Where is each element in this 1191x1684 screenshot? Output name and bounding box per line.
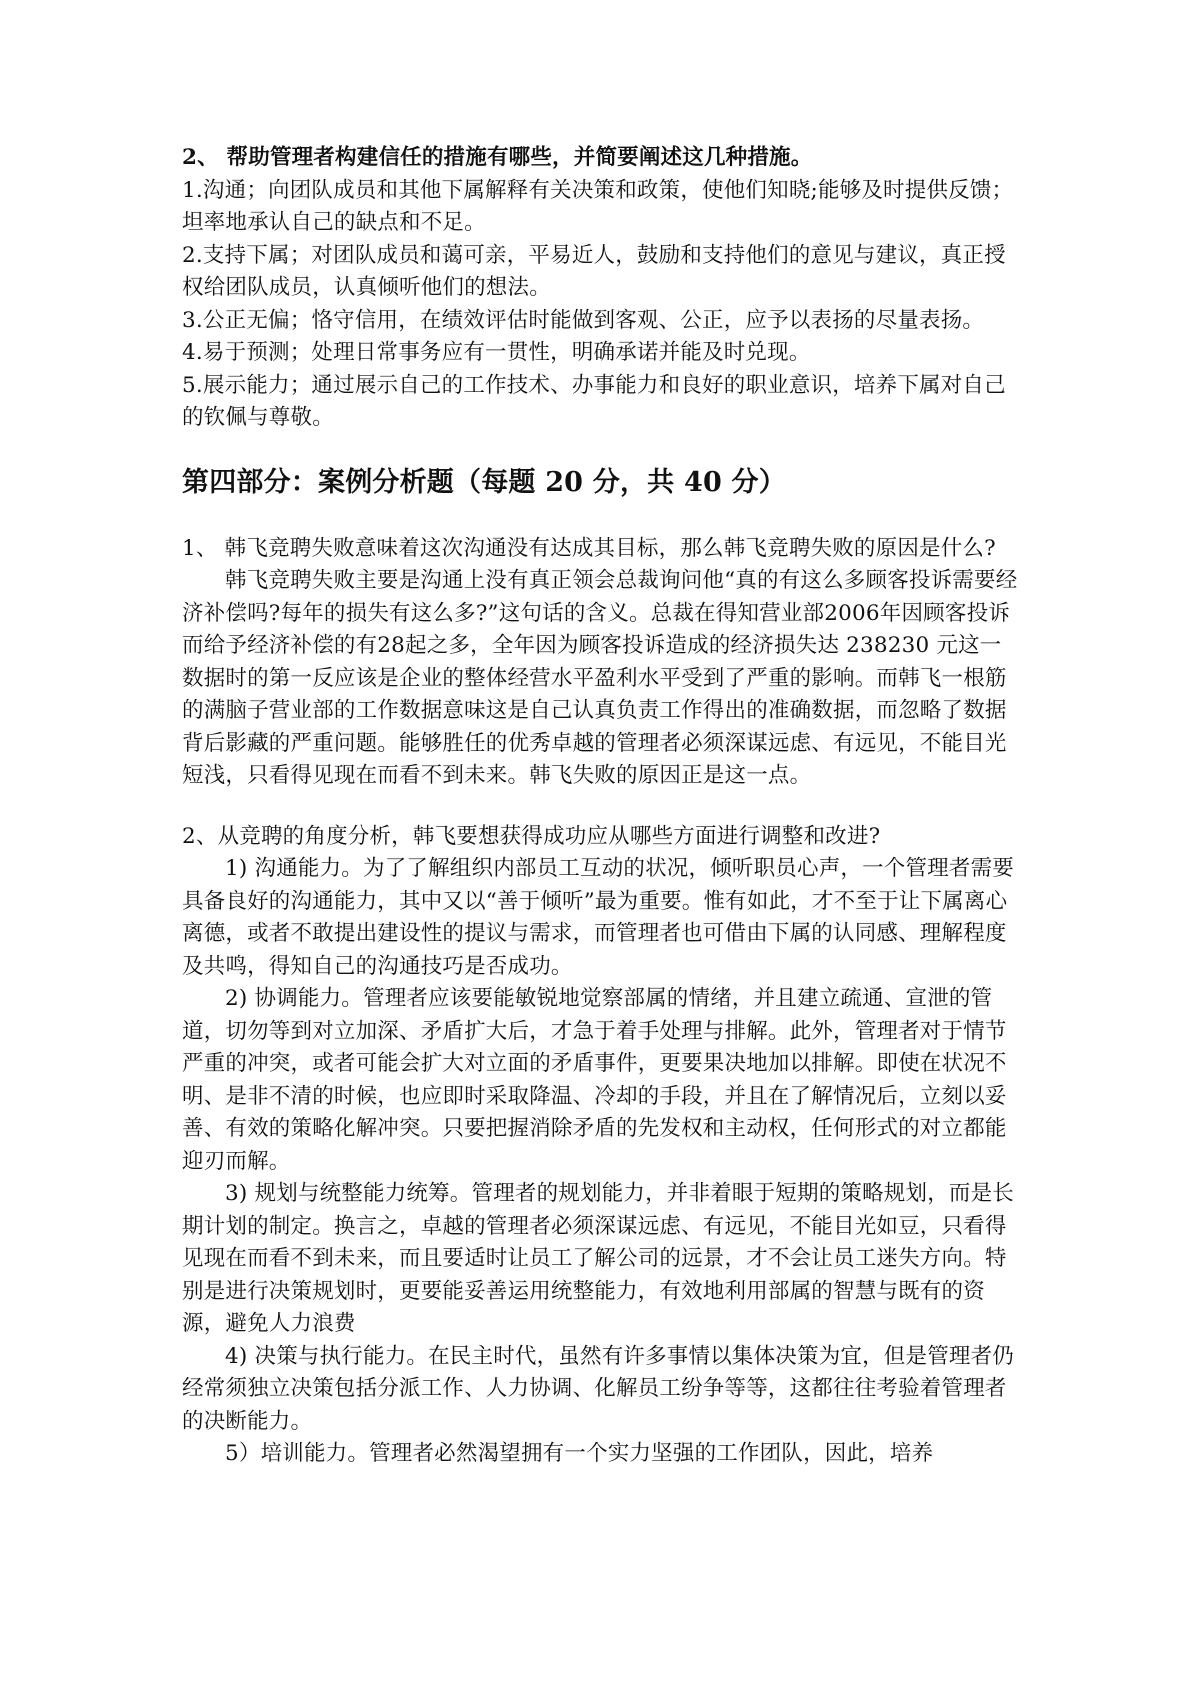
trust-measure-predictability: 4.易于预测；处理日常事务应有一贯性，明确承诺并能及时兑现。 [182,340,811,365]
section-4-title: 第四部分：案例分析题（每题 20 分，共 40 分） [182,466,786,498]
case-answer-2-planning: 3) 规划与统整能力统筹。管理者的规划能力，并非着眼于短期的策略规划，而是长期计划的制定。换言之，卓越的管理者必须深谋远虑、有远见，不能目光如豆，只看得见现在而看不到未来，而且要适时让员工了解公司的远景，才不会让员工迷失方向。特别是进行决策规划时，更要能妥善运用统整能力，有效地利用部属的智慧与既有的资源，避免人力浪费 [182,1181,1015,1336]
trust-measure-fairness: 3.公正无偏；恪守信用，在绩效评估时能做到客观、公正，应予以表扬的尽量表扬。 [182,307,985,333]
case-question-2: 2、从竞聘的角度分析，韩飞要想获得成功应从哪些方面进行调整和改进? [182,823,881,849]
case-answer-2-coordination: 2) 协调能力。管理者应该要能敏锐地觉察部属的情绪，并且建立疏通、宣泄的管道，切勿等到对立加深、矛盾扩大后，才急于着手处理与排解。此外，管理者对于情节严重的冲突，或者可能会扩大对立面的矛盾事件，更要果决地加以排解。即使在状况不明、是非不清的时候，也应即时采取降温、冷却的手段，并且在了解情况后，立刻以妥善、有效的策略化解冲突。只要把握消除矛盾的先发权和主动权，任何形式的对立都能迎刃而解。 [182,986,1007,1174]
trust-measure-communication: 1.沟通；向团队成员和其他下属解释有关决策和政策，使他们知晓;能够及时提供反馈；坦率地承认自己的缺点和不足。 [182,177,1014,235]
case-answer-2-training: 5）培训能力。管理者必然渴望拥有一个实力坚强的工作团队，因此，培养 [225,1441,934,1466]
case-answer-2-decision: 4) 决策与执行能力。在民主时代，虽然有许多事情以集体决策为宜，但是管理者仍经常须独立决策包括分派工作、人力协调、化解员工纷争等等，这都往往考验着管理者的决断能力。 [182,1343,1015,1434]
question-2-heading: 2、 帮助管理者构建信任的措施有哪些，并简要阐述这几种措施。 [182,145,813,170]
case-question-1: 1、 韩飞竞聘失败意味着这次沟通没有达成其目标，那么韩飞竞聘失败的原因是什么? [182,535,996,561]
trust-measure-competence: 5.展示能力；通过展示自己的工作技术、办事能力和良好的职业意识，培养下属对自己的钦佩与尊敬。 [182,372,1006,430]
paragraph-spacer [182,793,1022,821]
document-body [182,142,1022,1471]
case-answer-1: 韩飞竞聘失败主要是沟通上没有真正领会总裁询问他“真的有这么多顾客投诉需要经济补偿吗?每年的损失有这么多?”这句话的含义。总裁在得知营业部2006年因顾客投诉而给予经济补偿的有28起之多，全年因为顾客投诉造成的经济损失达 238230 元这一数据时的第一反应该是企业的整体经营水平盈利水平受到了严重的影响。而韩飞一根筋的满脑子营业部的工作数据意味这是自己认真负责工作得出的准确数据，而忽略了数据背后影藏的严重问题。能够胜任的优秀卓越的管理者必须深谋远虑、有远见，不能目光短浅，只看得见现在而看不到未来。韩飞失败的原因正是这一点。 [182,568,1018,788]
case-answer-2-communication: 1) 沟通能力。为了了解组织内部员工互动的状况，倾听职员心声，一个管理者需要具备良好的沟通能力，其中又以“善于倾听”最为重要。惟有如此，才不至于让下属离心离德，或者不敢提出建设性的提议与需求，而管理者也可借由下属的认同感、理解程度及共鸣，得知自己的沟通技巧是否成功。 [182,856,1015,979]
trust-measure-support: 2.支持下属；对团队成员和蔼可亲，平易近人，鼓励和支持他们的意见与建议，真正授权给团队成员，认真倾听他们的想法。 [182,242,1006,300]
